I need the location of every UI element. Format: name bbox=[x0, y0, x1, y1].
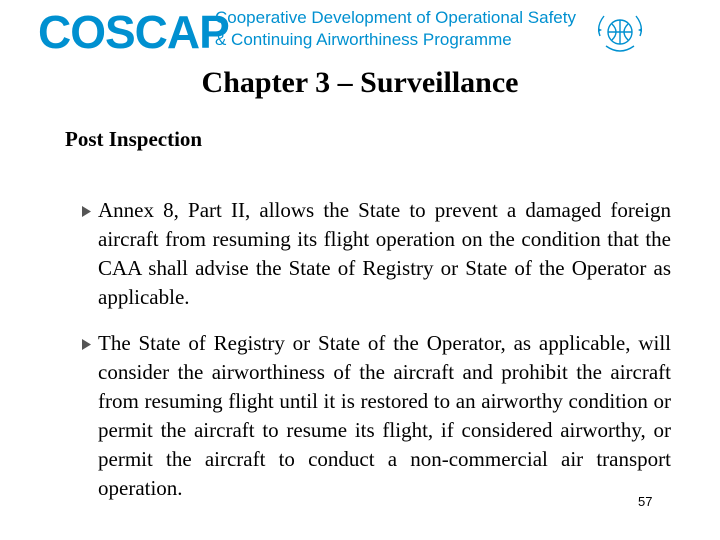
slide-title: Chapter 3 – Surveillance bbox=[201, 66, 519, 99]
coscap-logo: COSCAP bbox=[38, 6, 229, 58]
org-name-line-1: Cooperative Development of Operational Safety bbox=[215, 8, 576, 27]
org-name-line-2: & Continuing Airworthiness Programme bbox=[215, 30, 512, 49]
page-number: 57 bbox=[638, 494, 653, 509]
header bbox=[0, 0, 720, 60]
bullet-item: Annex 8, Part II, allows the State to prevent a damaged foreign aircraft from resuming its flight operation on the condition that the CAA shall advise the State of Registry or State of the Operator as applicable. bbox=[98, 198, 671, 309]
icao-emblem-icon bbox=[590, 6, 650, 58]
bullet-item: The State of Registry or State of the Operator, as applicable, will consider the airworthiness of the aircraft and prohibit the aircraft from resuming flight until it is restored to an airworthy condition or permit the aircraft to resume its flight, if considered airworthy, or permit the aircraft to conduct a non-commercial air transport operation. bbox=[98, 331, 671, 500]
section-subtitle: Post Inspection bbox=[65, 127, 203, 151]
triangle-bullet-icon bbox=[82, 339, 91, 350]
triangle-bullet-icon bbox=[82, 206, 91, 217]
